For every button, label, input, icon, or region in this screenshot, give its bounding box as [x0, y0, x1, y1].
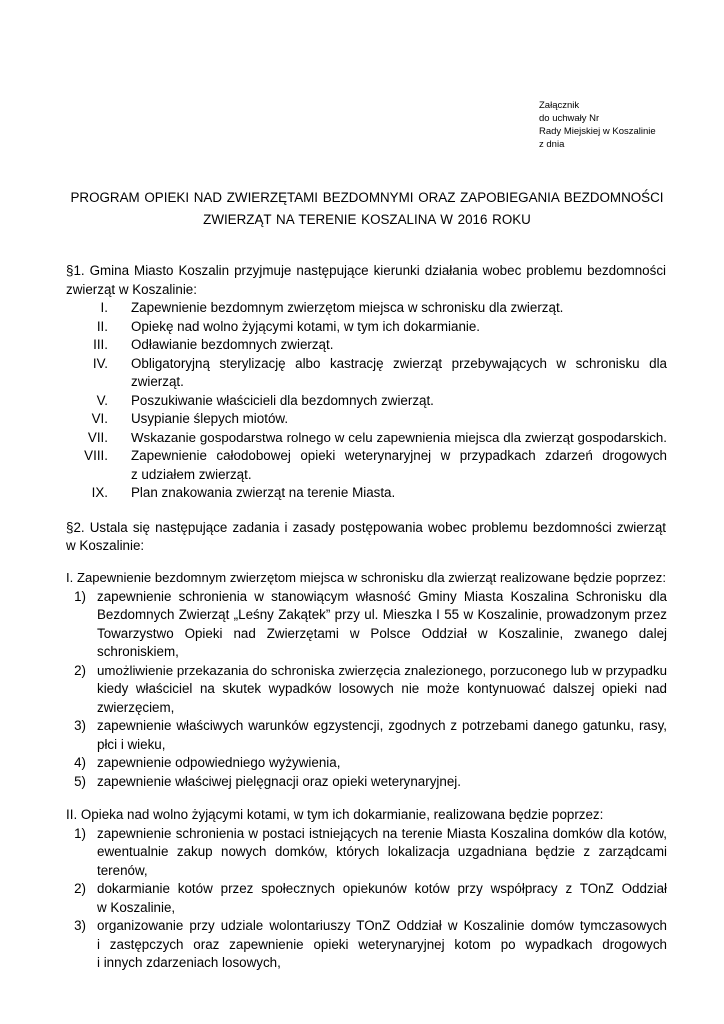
- list-number: VII.: [87, 430, 108, 445]
- list-number: 2): [74, 881, 86, 896]
- list-item: Usypianie ślepych miotów.: [131, 411, 289, 426]
- attachment-line: do uchwały Nr: [539, 113, 600, 124]
- list-number: IX.: [91, 485, 108, 500]
- title-line: ZWIERZĄT NA TERENIE KOSZALINA W 2016 ROKU: [203, 212, 531, 227]
- list-number: IV.: [92, 356, 108, 371]
- list-item: zapewnienie właściwych warunków egzystencji, zgodnych z potrzebami danego gatunku, rasy,: [97, 718, 667, 733]
- list-item: Opiekę nad wolno żyjącymi kotami, w tym ich dokarmianie.: [131, 319, 481, 334]
- list-item-cont: terenów,: [97, 863, 148, 878]
- list-item: Wskazanie gospodarstwa rolnego w celu zapewnienia miejsca dla zwierząt gospodarskich.: [131, 430, 667, 445]
- list-item: Odławianie bezdomnych zwierząt.: [131, 337, 334, 352]
- list-number: 3): [74, 718, 86, 733]
- attachment-line: Rady Miejskiej w Koszalinie: [539, 126, 656, 137]
- document-title: [56, 187, 678, 231]
- list-item-cont: z udziałem zwierząt.: [131, 467, 252, 482]
- list-item-cont: w Koszalinie,: [97, 900, 176, 915]
- list-item: organizowanie przy udziale wolontariuszy TOnZ Oddział w Koszalinie domów tymczasowych: [97, 918, 667, 933]
- list-number: VI.: [91, 411, 108, 426]
- list-number: 2): [74, 663, 86, 678]
- list-item: Poszukiwanie właścicieli dla bezdomnych zwierząt.: [131, 393, 434, 408]
- paragraph-1-intro-cont: zwierząt w Koszalinie:: [66, 282, 197, 297]
- list-item-cont: kiedy właściciel na skutek wypadków losowych nie może kontynuować dalszej opieki nad: [97, 681, 667, 696]
- list-number: I.: [100, 300, 108, 315]
- list-number: V.: [96, 393, 108, 408]
- list-item: zapewnienie odpowiedniego wyżywienia,: [97, 755, 341, 770]
- list-item-cont: Towarzystwo Opieki nad Zwierzętami w Polsce Oddział w Koszalinie, zwanego dalej: [97, 626, 667, 641]
- list-item-cont: płci i wieku,: [97, 737, 166, 752]
- list-number: 5): [74, 774, 86, 789]
- list-item-cont: zwierząt.: [131, 374, 184, 389]
- list-item: zapewnienie właściwej pielęgnacji oraz opieki weterynaryjnej.: [97, 774, 461, 789]
- list-item-cont: Bezdomnych Zwierząt „Leśny Zakątek” przy ul. Mieszka I 55 w Koszalinie, prowadzonym przez: [97, 607, 667, 622]
- list-item: dokarmianie kotów przez społecznych opiekunów kotów przy współpracy z TOnZ Oddział: [97, 881, 667, 896]
- paragraph-2-intro-cont: w Koszalinie:: [66, 538, 145, 553]
- list-item: zapewnienie schronienia w postaci istniejących na terenie Miasta Koszalina domków dla kotów,: [97, 826, 667, 841]
- list-number: 3): [74, 918, 86, 933]
- paragraph-2-intro: §2. Ustala się następujące zadania i zasady postępowania wobec problemu bezdomności zwierząt: [66, 520, 666, 535]
- list-item: Zapewnienie całodobowej opieki weterynaryjnej w przypadkach zdarzeń drogowych: [131, 448, 667, 463]
- list-item: umożliwienie przekazania do schroniska zwierzęcia znalezionego, porzuconego lub w przypadku: [97, 663, 667, 678]
- list-item-cont: i zastępczych oraz zapewnienie opieki weterynaryjnej kotom po wypadkach drogowych: [97, 937, 667, 952]
- list-number: 4): [74, 755, 86, 770]
- attachment-line: z dnia: [539, 139, 565, 150]
- list-number: VIII.: [84, 448, 108, 463]
- list-number: 1): [74, 589, 86, 604]
- paragraph-1-intro: §1. Gmina Miasto Koszalin przyjmuje następujące kierunki działania wobec problemu bezdomności: [66, 263, 666, 278]
- list-item-cont: zwierzęciem,: [97, 700, 175, 715]
- section-ii-heading: II. Opieka nad wolno żyjącymi kotami, w tym ich dokarmianie, realizowana będzie poprzez:: [66, 807, 604, 822]
- section-i-heading: I. Zapewnienie bezdomnym zwierzętom miejsca w schronisku dla zwierząt realizowane będzie poprzez:: [66, 570, 666, 585]
- list-item-cont: ewentualnie zakup nowych domków, których lokalizacja uzgadniana będzie z zarządcami: [97, 844, 667, 859]
- list-item: Obligatoryjną sterylizację albo kastrację zwierząt przebywających w schronisku dla: [131, 356, 667, 371]
- attachment-note: [539, 99, 656, 151]
- list-item: zapewnienie schronienia w stanowiącym własność Gminy Miasta Koszalina Schronisku dla: [97, 589, 667, 604]
- list-number: 1): [74, 826, 86, 841]
- list-item-cont: schroniskiem,: [97, 644, 179, 659]
- list-number: III.: [93, 337, 108, 352]
- title-line: PROGRAM OPIEKI NAD ZWIERZĘTAMI BEZDOMNYMI ORAZ ZAPOBIEGANIA BEZDOMNOŚCI: [70, 190, 664, 205]
- list-item-cont: i innych zdarzeniach losowych,: [97, 955, 281, 970]
- list-item: Zapewnienie bezdomnym zwierzętom miejsca w schronisku dla zwierząt.: [131, 300, 564, 315]
- list-number: II.: [96, 319, 108, 334]
- attachment-line: Załącznik: [539, 100, 580, 111]
- list-item: Plan znakowania zwierząt na terenie Miasta.: [131, 485, 396, 500]
